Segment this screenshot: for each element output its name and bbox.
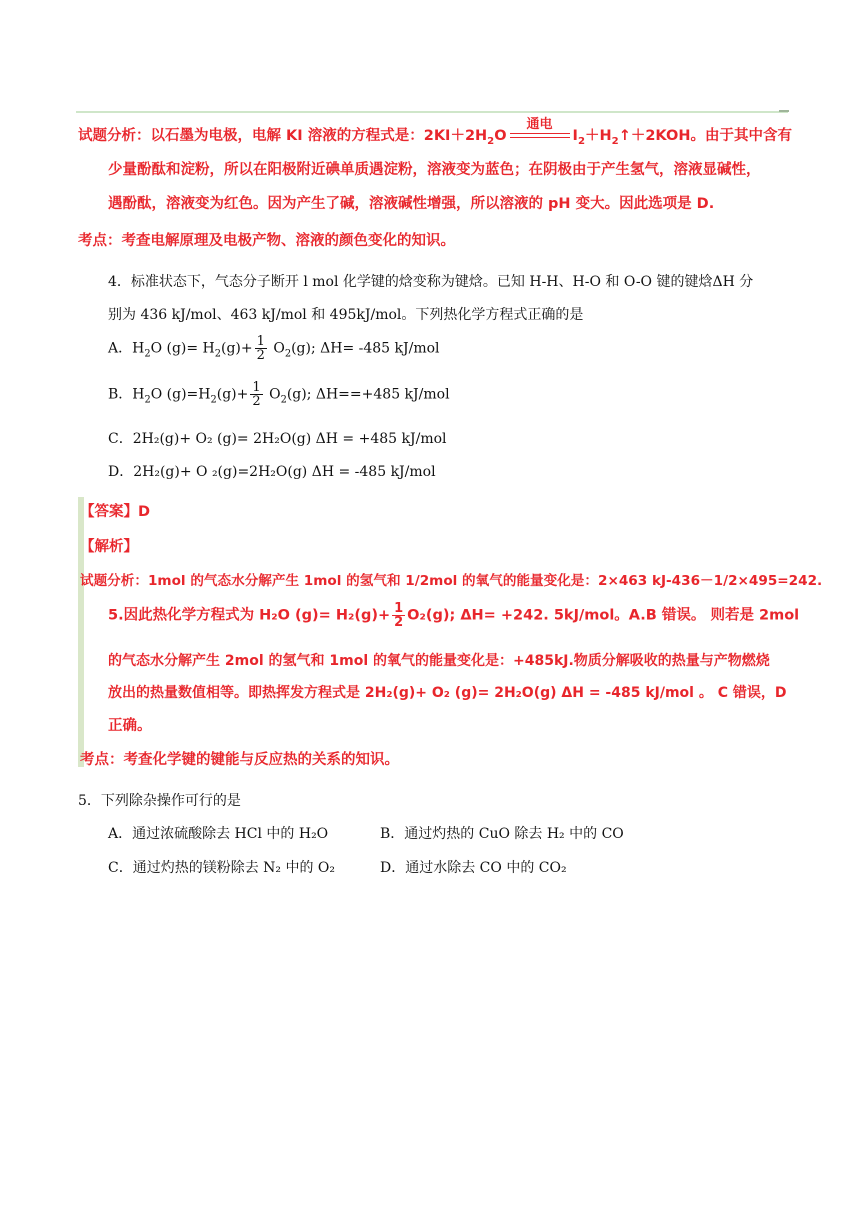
q4-explanation-line5: 正确。: [108, 718, 152, 734]
opt-text: A．H: [108, 340, 145, 357]
analysis3-line1-pre: 试题分析：以石墨为电极，电解 KI 溶液的方程式是：2KI＋2H: [78, 128, 488, 144]
q4-explanation-line2: [108, 602, 799, 629]
opt-text: O (g)=H: [150, 386, 211, 403]
analysis3-line1-post-c: ↑＋2KOH。由于其中含有: [618, 128, 792, 144]
sub: 2: [487, 135, 495, 147]
opt-text: B．H: [108, 386, 145, 403]
fraction-one-half: [255, 335, 267, 362]
analysis3-line3: 遇酚酞，溶液变为红色。因为产生了碱，溶液碱性增强，所以溶液的 pH 变大。因此选项是 D.: [108, 196, 715, 212]
q4-option-a: [108, 335, 440, 362]
q4-option-b: [108, 381, 450, 408]
analysis3-kaodian: 考点：考查电解原理及电极产物、溶液的颜色变化的知识。: [78, 233, 455, 249]
frac-denominator: 2: [252, 394, 261, 409]
fraction-one-half: [250, 381, 262, 408]
q4-kaodian: 考点：考查化学键的键能与反应热的关系的知识。: [80, 752, 399, 768]
top-divider: [76, 111, 788, 113]
analysis3-line1-mid: O: [494, 128, 507, 144]
frac-numerator: 1: [394, 601, 404, 616]
sub: 2: [214, 348, 221, 360]
exp-text: 5.因此热化学方程式为 H₂O (g)= H₂(g)+: [108, 607, 391, 624]
analysis3-line1-post-b: ＋H: [585, 128, 612, 144]
analysis3-line2: 少量酚酞和淀粉，所以在阳极附近碘单质遇淀粉，溶液变为蓝色；在阴极由于产生氢气，溶液显碱性，: [108, 162, 761, 178]
q4-explanation-line1: 试题分析：1mol 的气态水分解产生 1mol 的氢气和 1/2mol 的氧气的能量变化是：2×463 kJ-436－1/2×495=242.: [80, 573, 823, 589]
electrolysis-arrow: [510, 117, 570, 143]
exp-text: O₂(g); ΔH= +242. 5kJ/mol。A.B 错误。 则若是 2mol: [407, 607, 800, 624]
q4-jiexi: 【解析】: [80, 539, 138, 555]
q5-option-d: D．通过水除去 CO 中的 CO₂: [380, 860, 567, 876]
opt-text: (g); ΔH==+485 kJ/mol: [286, 386, 450, 403]
sub: 2: [144, 348, 151, 360]
analysis3-line1-post-a: I: [572, 128, 578, 144]
q4-option-d: D．2H₂(g)+ O ₂(g)=2H₂O(g) ΔH = -485 kJ/mol: [108, 464, 436, 480]
q5-option-b: B．通过灼热的 CuO 除去 H₂ 中的 CO: [380, 826, 624, 842]
q4-answer: 【答案】D: [80, 504, 151, 520]
arrow-label: 通电: [526, 117, 553, 132]
q4-stem-line1: 4．标准状态下，气态分子断开 l mol 化学键的焓变称为键焓。已知 H-H、H-O 和 O-O 键的键焓ΔH 分: [108, 274, 754, 290]
q4-explanation-line3: 的气态水分解产生 2mol 的氢气和 1mol 的氧气的能量变化是：+485kJ.物质分解吸收的热量与产物燃烧: [108, 653, 770, 669]
sub: 2: [210, 394, 217, 406]
frac-numerator: 1: [252, 380, 261, 395]
fraction-one-half: [392, 602, 405, 629]
opt-text: (g); ΔH= -485 kJ/mol: [291, 340, 440, 357]
sub: 2: [144, 394, 151, 406]
frac-denominator: 2: [394, 615, 404, 630]
frac-denominator: 2: [256, 348, 265, 363]
opt-text: (g)+: [221, 340, 253, 357]
q5-option-a: A．通过浓硫酸除去 HCl 中的 H₂O: [108, 826, 329, 842]
analysis3-line1: [78, 117, 792, 147]
sub: 2: [280, 394, 287, 406]
opt-text: O: [264, 386, 281, 403]
q5-stem: 5．下列除杂操作可行的是: [78, 793, 241, 809]
opt-text: O (g)= H: [150, 340, 215, 357]
divider-mark: [779, 110, 789, 112]
frac-numerator: 1: [256, 334, 265, 349]
sub: 2: [284, 348, 292, 360]
q4-stem-line2: 别为 436 kJ/mol、463 kJ/mol 和 495kJ/mol。下列热化学方程式正确的是: [108, 307, 584, 323]
sub: 2: [577, 135, 585, 147]
q5-option-c: C．通过灼热的镁粉除去 N₂ 中的 O₂: [108, 860, 336, 876]
q4-explanation-line4: 放出的热量数值相等。即热挥发方程式是 2H₂(g)+ O₂ (g)= 2H₂O(g) ΔH = -485 kJ/mol 。 C 错误，D: [108, 685, 787, 701]
q4-option-c: C．2H₂(g)+ O₂ (g)= 2H₂O(g) ΔH = +485 kJ/mol: [108, 431, 447, 447]
opt-text: (g)+: [216, 386, 249, 403]
opt-text: O: [268, 340, 285, 357]
sub: 2: [611, 135, 619, 147]
